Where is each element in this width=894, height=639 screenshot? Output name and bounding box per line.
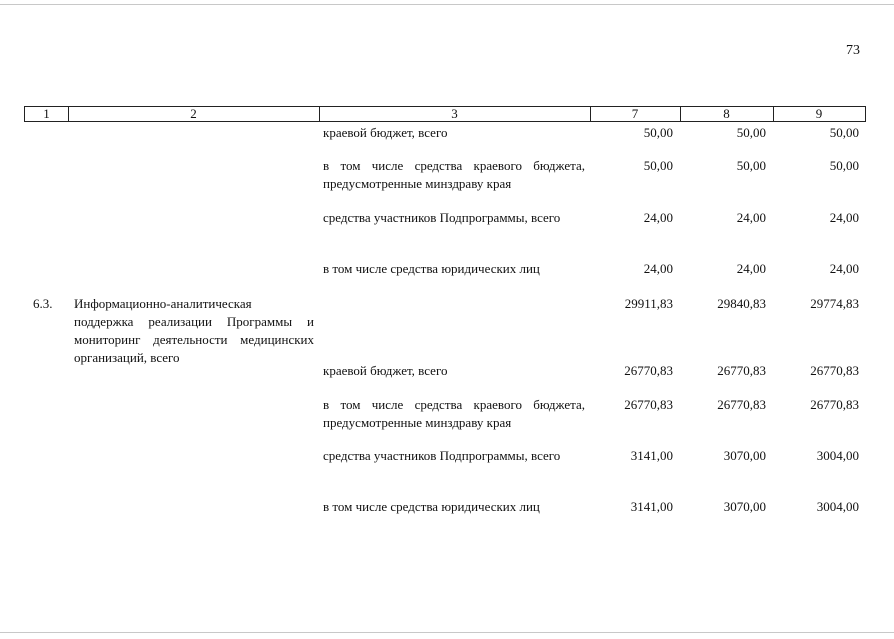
scan-edge-bottom (0, 632, 894, 633)
row-value-col8: 29840,83 (717, 296, 766, 311)
page-number: 73 (846, 43, 860, 58)
row-value-col9: 26770,83 (810, 363, 859, 378)
row-value-col8: 24,00 (736, 210, 766, 225)
row-value-col9: 26770,83 (810, 397, 859, 412)
row-value-col9: 3004,00 (816, 448, 859, 463)
row-value-col7: 50,00 (643, 125, 673, 140)
row-desc: краевой бюджет, всего (323, 125, 448, 140)
row-value-col7: 3141,00 (630, 448, 673, 463)
row-value-col7: 29911,83 (624, 296, 673, 311)
row-value-col9: 3004,00 (816, 499, 859, 514)
scan-edge-top (0, 4, 894, 5)
row-desc: в том числе средства юридических лиц (323, 499, 540, 514)
row-value-col8: 50,00 (736, 158, 766, 173)
row-value-col7: 50,00 (643, 158, 673, 173)
table-header (24, 106, 866, 122)
section-title: Информационно-аналитическая поддержка реализации Программы и мониторинг деятельности медицинских организаций, всего (74, 296, 314, 365)
row-desc: краевой бюджет, всего (323, 363, 448, 378)
row-value-col8: 50,00 (736, 125, 766, 140)
row-value-col8: 24,00 (736, 261, 766, 276)
row-desc: в том числе средства краевого бюджета, предусмотренные минздраву края (323, 158, 585, 191)
row-desc: средства участников Подпрограммы, всего (323, 448, 561, 463)
header-col-7: 7 (631, 106, 639, 121)
header-col-2: 2 (190, 106, 197, 121)
row-value-col7: 26770,83 (624, 363, 673, 378)
row-value-col9: 24,00 (829, 261, 859, 276)
row-value-col7: 24,00 (643, 210, 673, 225)
row-value-col7: 26770,83 (624, 397, 673, 412)
header-col-1: 1 (43, 106, 50, 121)
row-value-col7: 3141,00 (630, 499, 673, 514)
row-value-col9: 29774,83 (810, 296, 859, 311)
row-value-col8: 26770,83 (717, 397, 766, 412)
header-col-3: 3 (451, 106, 458, 121)
row-value-col7: 24,00 (643, 261, 673, 276)
row-value-col9: 24,00 (829, 210, 859, 225)
row-value-col9: 50,00 (829, 125, 859, 140)
row-value-col9: 50,00 (829, 158, 859, 173)
row-value-col8: 3070,00 (723, 448, 766, 463)
row-desc: средства участников Подпрограммы, всего (323, 210, 561, 225)
row-desc: в том числе средства краевого бюджета, предусмотренные минздраву края (323, 397, 585, 430)
row-desc: в том числе средства юридических лиц (323, 261, 540, 276)
row-value-col8: 3070,00 (723, 499, 766, 514)
header-col-8: 8 (723, 106, 730, 121)
section-code: 6.3. (33, 296, 53, 311)
header-col-9: 9 (815, 106, 823, 121)
row-value-col8: 26770,83 (717, 363, 766, 378)
